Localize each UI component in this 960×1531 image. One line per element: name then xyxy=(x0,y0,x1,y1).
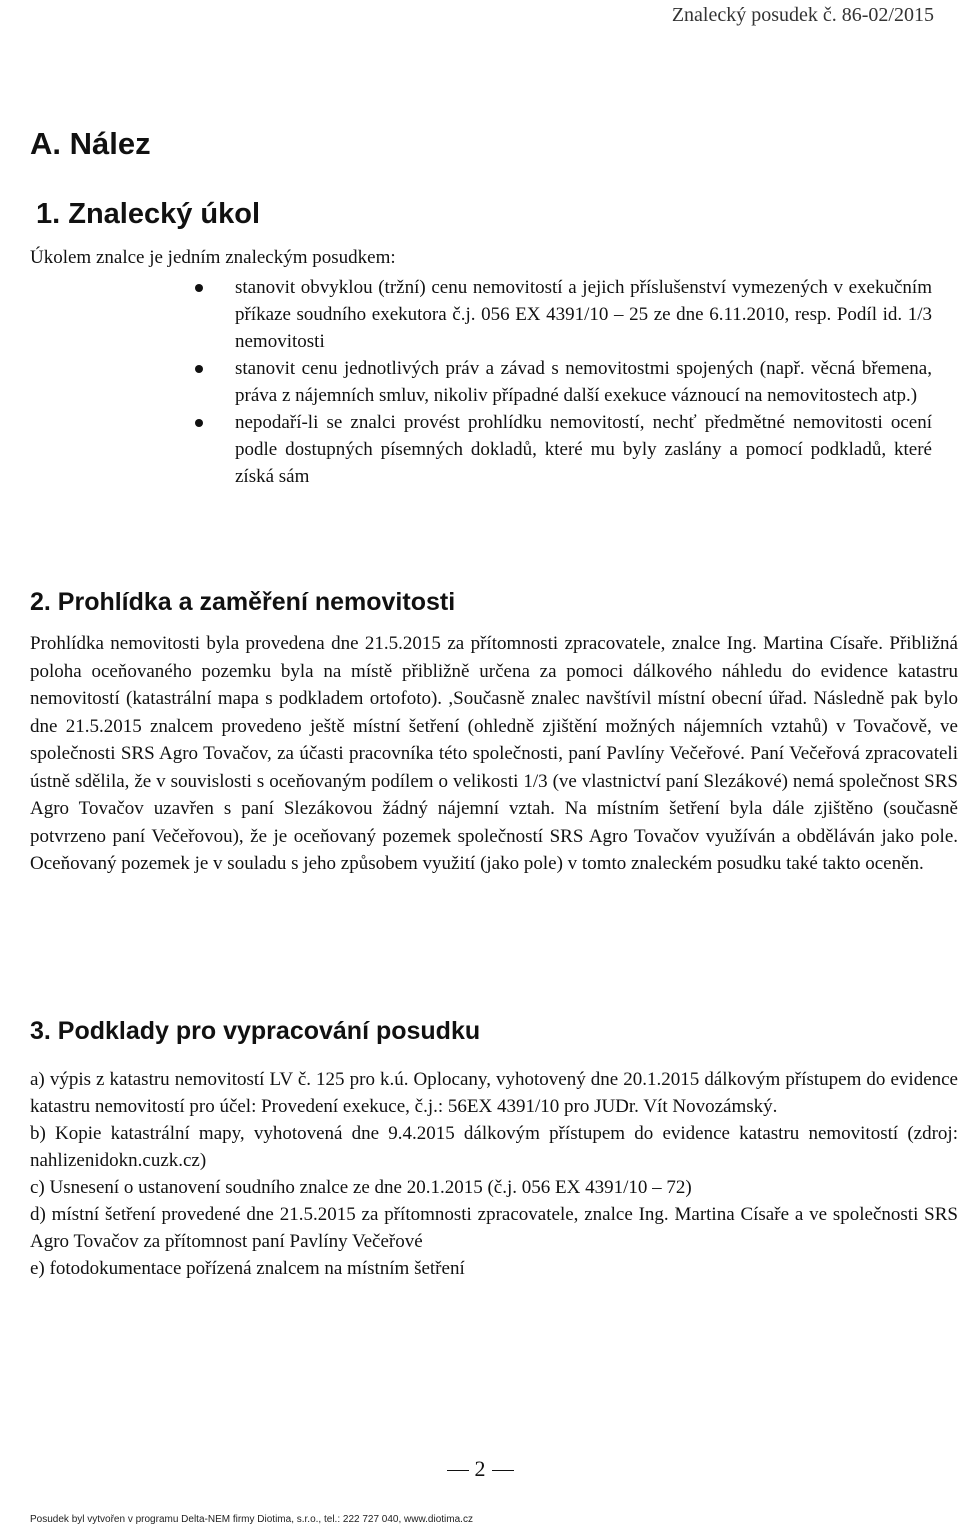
sources-list xyxy=(30,1066,958,1282)
bullet-icon xyxy=(195,284,203,292)
inspection-text: Prohlídka nemovitosti byla provedena dne 21.5.2015 za přítomnosti zpracovatele, znalce Ing. Martina Císaře. Přibližná poloha oceňovaného pozemku byla na místě přibližně určena za pomoci dálkového náhledu do evidence katastru nemovitostí (katastrální mapa s podkladem ortofoto). ,Současně znalec navštívil místní obecní úřad. Následně pak bylo dne 21.5.2015 znalcem provedeno ještě místní šetření (ohledně zjištění možných nájemních vztahů) v Tovačově, ve společnosti SRS Agro Tovačov, za účasti pracovníka této společnosti, paní Pavlíny Večeřové. Paní Večeřová zpracovateli ústně sdělila, že v souvislosti s oceňovaným podílem o velikosti 1/3 (ve vlastnictví paní Slezákové) nemá společnost SRS Agro Tovačov uzavřen s paní Slezákovou žádný nájemní vztah. Na místním šetření byla dále zjištěno (současně potvrzeno paní Večeřovou), že je oceňovaný pozemek společností SRS Agro Tovačov využíván a obděláván jako pole. Oceňovaný pozemek je v souladu s jeho způsobem využití (jako pole) v tomto znaleckém posudku také takto oceněn. xyxy=(30,633,958,874)
task-bullet xyxy=(195,355,932,409)
page-number xyxy=(440,1456,520,1482)
sources-heading: 3. Podklady pro vypracování posudku xyxy=(30,1017,481,1045)
inspection-heading: 2. Prohlídka a zaměření nemovitosti xyxy=(30,588,456,616)
page-dash-right xyxy=(492,1470,514,1471)
source-item: d) místní šetření provedené dne 21.5.2015 za přítomnosti zpracovatele, znalce Ing. Martina Císaře a ve společnosti SRS Agro Tovačov za přítomnost paní Pavlíny Večeřové xyxy=(30,1204,958,1252)
task-bullet-list xyxy=(195,274,932,490)
task-heading: 1. Znalecký úkol xyxy=(36,198,261,230)
source-item: a) výpis z katastru nemovitostí LV č. 125 pro k.ú. Oplocany, vyhotovený dne 20.1.2015 dálkovým přístupem do evidence katastru nemovitostí pro účel: Provedení exekuce, č.j.: 56EX 4391/10 pro JUDr. Vít Novozámský. xyxy=(30,1069,958,1117)
task-bullet-text: stanovit cenu jednotlivých práv a závad s nemovitostmi spojených (např. věcná břemena, práva z nájemních smluv, nikoliv případné další exekuce váznoucí na nemovitostech atp.) xyxy=(235,358,932,406)
task-bullet-text: nepodaří-li se znalci provést prohlídku nemovitostí, nechť předmětné nemovitosti ocení podle dostupných písemných dokladů, které mu byly zaslány a pomocí podkladů, které získá sám xyxy=(235,412,932,487)
task-bullet xyxy=(195,409,932,490)
bullet-icon xyxy=(195,365,203,373)
section-a-title: A. Nález xyxy=(30,126,151,161)
page-number-value: 2 xyxy=(474,1456,486,1481)
document-header: Znalecký posudek č. 86-02/2015 xyxy=(671,4,934,26)
source-item: c) Usnesení o ustanovení soudního znalce ze dne 20.1.2015 (č.j. 056 EX 4391/10 – 72) xyxy=(30,1177,692,1198)
source-item: e) fotodokumentace pořízená znalcem na místním šetření xyxy=(30,1258,465,1279)
task-bullet xyxy=(195,274,932,355)
bullet-icon xyxy=(195,419,203,427)
source-item: b) Kopie katastrální mapy, vyhotovená dne 9.4.2015 dálkovým přístupem do evidence katastru nemovitostí (zdroj: nahlizenidokn.cuzk.cz) xyxy=(30,1123,958,1171)
task-bullet-text: stanovit obvyklou (tržní) cenu nemovitostí a jejich příslušenství vymezených v exekučním příkaze soudního exekutora č.j. 056 EX 4391/10 – 25 ze dne 6.11.2010, resp. Podíl id. 1/3 nemovitosti xyxy=(235,277,932,352)
document-footer: Posudek byl vytvořen v programu Delta-NEM firmy Diotima, s.r.o., tel.: 222 727 040, www.diotima.cz xyxy=(30,1514,473,1525)
task-intro: Úkolem znalce je jedním znaleckým posudkem: xyxy=(30,247,396,268)
page-dash-left xyxy=(447,1470,469,1471)
